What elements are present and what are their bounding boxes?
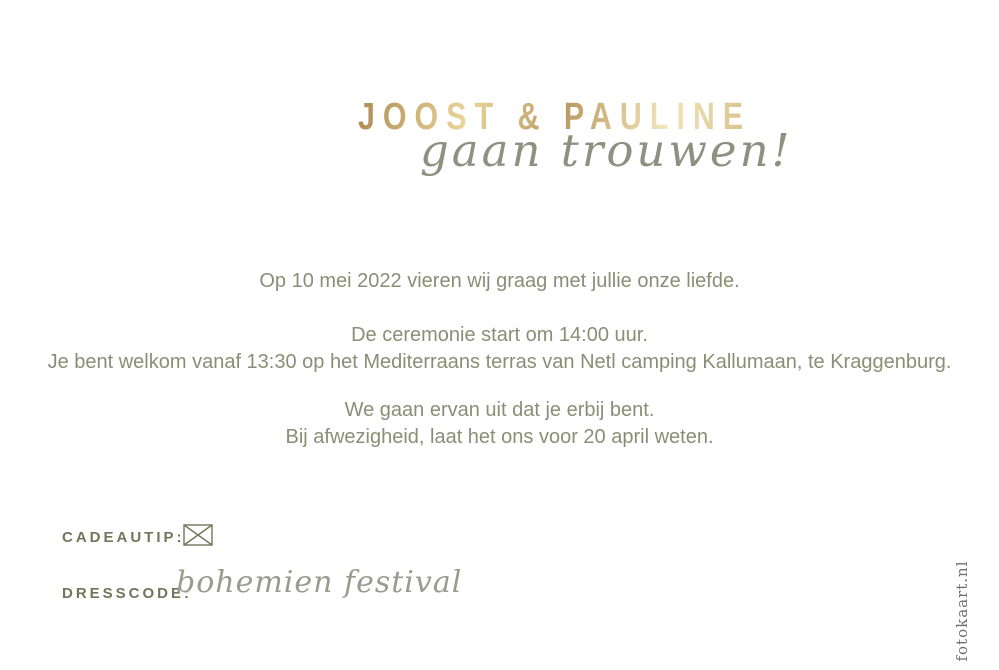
cadeautip-label: CADEAUTIP: — [62, 529, 185, 546]
couple-names-title: JOOST & PAULINE — [358, 96, 752, 138]
body-line: De ceremonie start om 14:00 uur. — [351, 324, 648, 346]
brand-watermark: fotokaart.nl — [953, 560, 971, 662]
body-line: Op 10 mei 2022 vieren wij graag met jullie onze liefde. — [259, 270, 740, 292]
body-line: Je bent welkom vanaf 13:30 op het Mediterraans terras van Netl camping Kallumaan, te Kraggenburg. — [47, 351, 952, 373]
invitation-body — [0, 268, 999, 451]
subtitle-script: gaan trouwen! — [420, 124, 793, 177]
body-line: We gaan ervan uit dat je erbij bent. — [344, 399, 655, 421]
envelope-icon — [183, 524, 213, 546]
paragraph-ceremony — [0, 322, 999, 376]
body-line: Bij afwezigheid, laat het ons voor 20 april weten. — [285, 426, 714, 448]
paragraph-rsvp — [0, 397, 999, 451]
paragraph-date — [0, 268, 999, 295]
dresscode-label: DRESSCODE: — [62, 585, 193, 602]
dresscode-value: bohemien festival — [176, 565, 463, 600]
